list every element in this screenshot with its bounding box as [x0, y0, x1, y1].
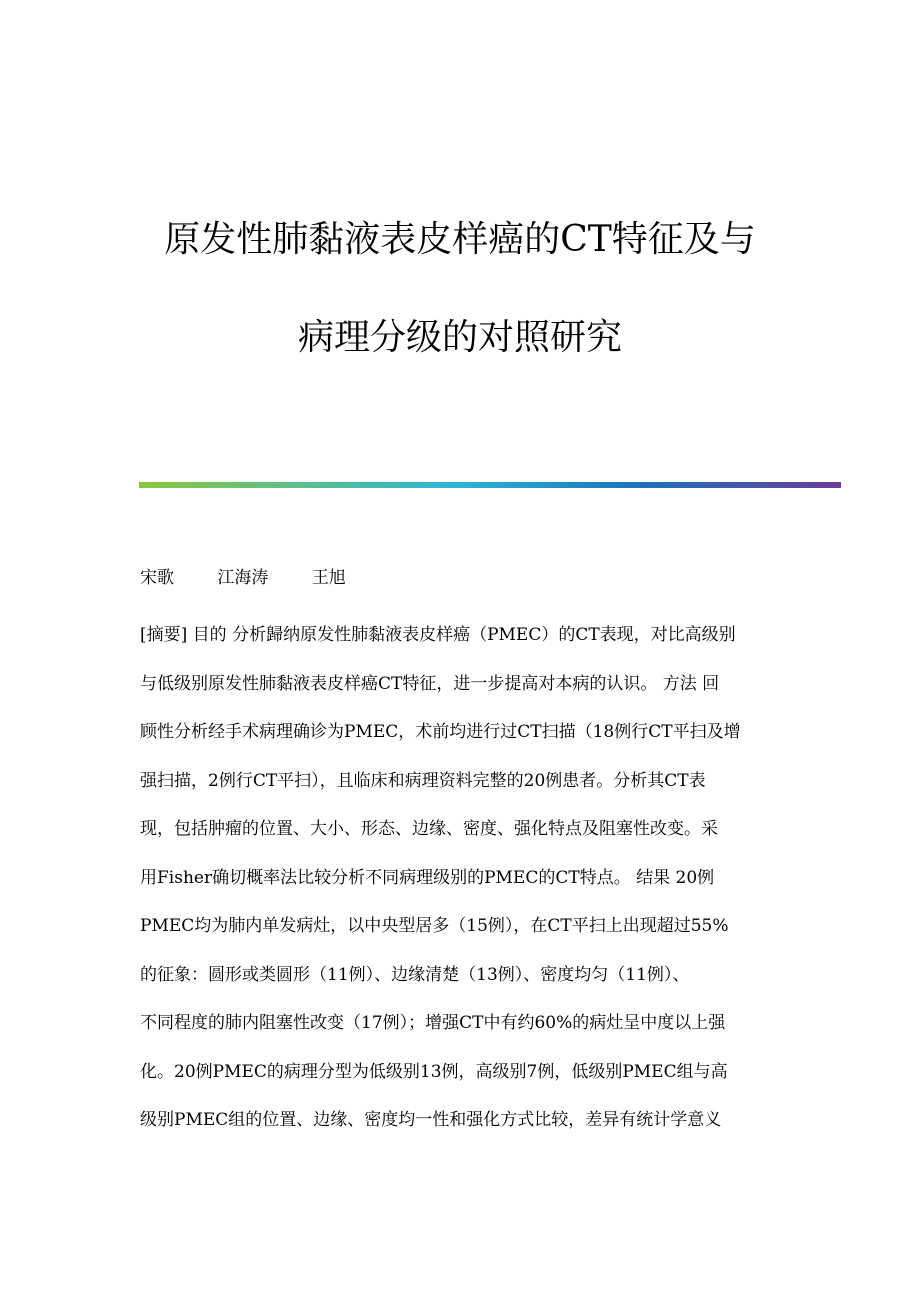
abstract-line: 现，包括肿瘤的位置、大小、形态、边缘、密度、强化特点及阻塞性改变。采 [140, 819, 718, 839]
author-name: 宋歌 [140, 568, 174, 588]
abstract-line: 级别PMEC组的位置、边缘、密度均一性和强化方式比较，差异有统计学意义 [140, 1110, 722, 1130]
abstract-line: 顾性分析经手术病理确诊为PMEC，术前均进行过CT扫描（18例行CT平扫及增 [140, 722, 741, 742]
abstract-line: [摘要] 目的 分析歸纳原发性肺黏液表皮样癌（PMEC）的CT表现，对比高级别 [140, 625, 736, 645]
title-divider [139, 482, 841, 488]
paper-title-line-1: 原发性肺黏液表皮样癌的CT特征及与 [164, 219, 756, 260]
paper-title-line-2: 病理分级的对照研究 [297, 317, 622, 358]
abstract-line: 化。20例PMEC的病理分型为低级别13例，高级别7例，低级别PMEC组与高 [140, 1061, 728, 1082]
abstract-line: PMEC均为肺内单发病灶，以中央型居多（15例），在CT平扫上出现超过55% [140, 916, 729, 936]
abstract-line: 与低级别原发性肺黏液表皮样癌CT特征，进一步提高对本病的认识。 方法 回 [140, 673, 720, 694]
abstract-line: 的征象：圆形或类圆形（11例）、边缘清楚（13例）、密度均匀（11例）、 [140, 964, 690, 985]
abstract-line: 用Fisher确切概率法比较分析不同病理级别的PMEC的CT特点。 结果 20例 [140, 867, 715, 888]
abstract-body [140, 620, 790, 1154]
abstract-line: 不同程度的肺内阻塞性改变（17例）；增强CT中有约60%的病灶呈中度以上强 [140, 1013, 726, 1033]
author-name: 江海涛 [217, 568, 269, 588]
author-list [140, 566, 346, 590]
abstract-line: 强扫描，2例行CT平扫），且临床和病理资料完整的20例患者。分析其CT表 [140, 770, 706, 791]
author-name: 王旭 [311, 568, 346, 588]
